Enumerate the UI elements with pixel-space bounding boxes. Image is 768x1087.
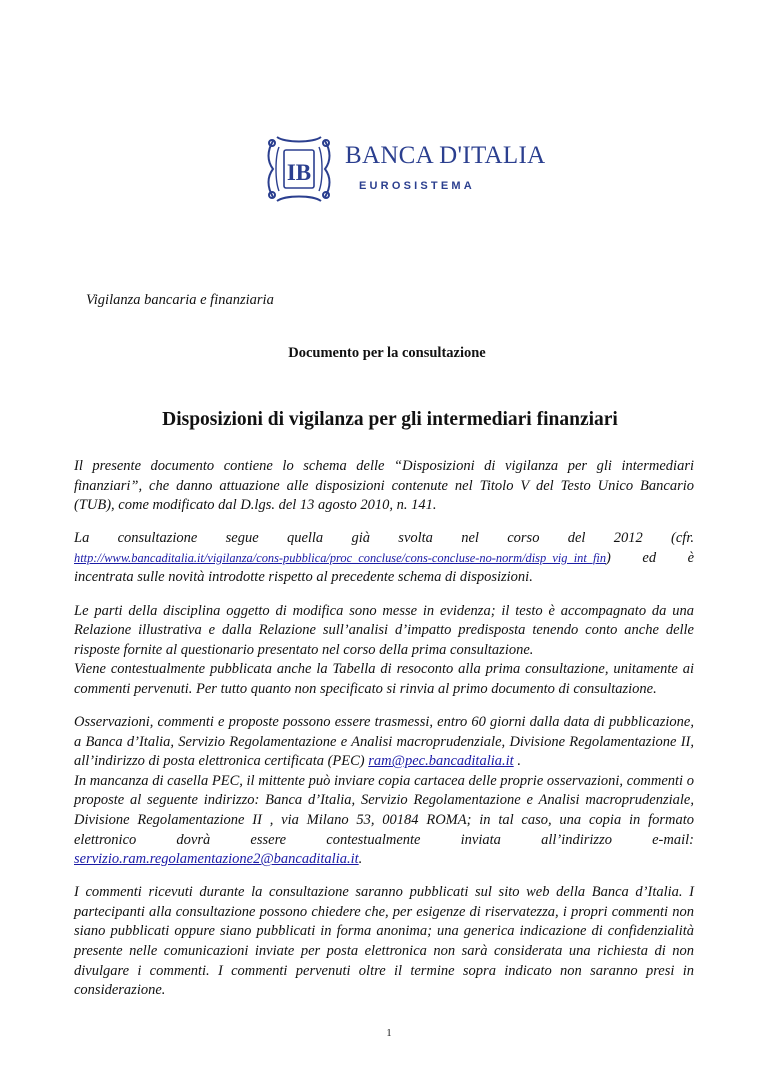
svg-text:IB: IB: [286, 160, 312, 185]
paragraph-publication: I commenti ricevuti durante la consultazione saranno pubblicati sul sito web della Banca d’Italia. I partecipanti alla consultazione possono chiedere che, per esigenze di riservatezza, i propri commenti non siano pubblicati oppure siano pubblicati in forma anonima; una generica indicazione di confidenzialità presente nelle comunicazioni inviate per posta elettronica non sarà considerata una richiesta di non divulgare i commenti. I commenti pervenuti oltre il termine sopra indicato non saranno presi in considerazione.: [74, 884, 694, 999]
paragraph-intro: Il presente documento contiene lo schema delle “Disposizioni di vigilanza per gli intermediari finanziari”, che danno attuazione alle disposizioni contenute nel Titolo V del Testo Unico Bancario (TUB), come modificato dal D.lgs. del 13 agosto 2010, n. 141.: [74, 458, 694, 514]
consultation-line: La consultazione segue quella già svolta nel corso del 2012 (cfr.: [74, 530, 694, 547]
pec-email-link[interactable]: ram@pec.bancaditalia.it: [368, 753, 514, 770]
document-title: Disposizioni di vigilanza per gli intermediari finanziari: [162, 409, 618, 430]
logo-tagline: EUROSISTEMA: [359, 180, 475, 192]
paragraph-consultation: [74, 529, 694, 588]
department-heading: Vigilanza bancaria e finanziaria: [86, 292, 274, 308]
document-body: [74, 457, 694, 1014]
submission-paper-text: In mancanza di casella PEC, il mittente può inviare copia cartacea delle proprie osservazioni, commenti o proposte al seguente indirizzo: Banca d’Italia, Servizio Regolamentazione e Analisi macroprudenziale, Divisione Regolamentazione II , via Milano 53, 00184 ROMA; in tal caso, una copia in formato elettronico dovrà essere contestualmente inviata all’indirizzo e-mail:: [74, 772, 694, 848]
page-number: 1: [386, 1028, 392, 1039]
previous-consultation-link[interactable]: http://www.bancaditalia.it/vigilanza/cons-pubblica/proc_concluse/cons-concluse-no-norm/disp_vig_int_fin: [74, 550, 607, 565]
ram-end: .: [358, 851, 363, 868]
pec-end: .: [517, 753, 521, 770]
banca-italia-logo: [263, 133, 546, 205]
paragraph-submission-pec: [74, 713, 694, 772]
link-close-paren: ): [606, 549, 611, 566]
document-type-heading: Documento per la consultazione: [288, 345, 486, 361]
submission-pec-text: Osservazioni, commenti e proposte possono essere trasmessi, entro 60 giorni dalla data di pubblicazione, a Banca d’Italia, Servizio Regolamentazione e Analisi macroprudenziale, Divisione Regolamentazione II, all’indirizzo di posta elettronica certificata (PEC): [74, 714, 694, 770]
paragraph-submission-paper: [74, 772, 694, 870]
ram-email-link[interactable]: servizio.ram.regolamentazione2@bancaditalia.it: [74, 851, 359, 868]
consultation-rest: ed è incentrata sulle novità introdotte rispetto al precedente schema di disposizioni.: [74, 549, 695, 586]
logo-bank-name: BANCA D'ITALIA: [345, 142, 546, 169]
paragraph-tabella: Viene contestualmente pubblicata anche la Tabella di resoconto alla prima consultazione, unitamente ai commenti pervenuti. Per tutto quanto non specificato si rinvia al primo documento di consultazione.: [74, 661, 694, 697]
banca-italia-emblem-icon: [263, 133, 335, 205]
paragraph-modifications: Le parti della disciplina oggetto di modifica sono messe in evidenza; il testo è accompagnato da una Relazione illustrativa e dalla Relazione sull’analisi d’impatto predisposta tenendo conto anche delle risposte fornite al questionario presentato nel corso della prima consultazione.: [74, 602, 694, 658]
